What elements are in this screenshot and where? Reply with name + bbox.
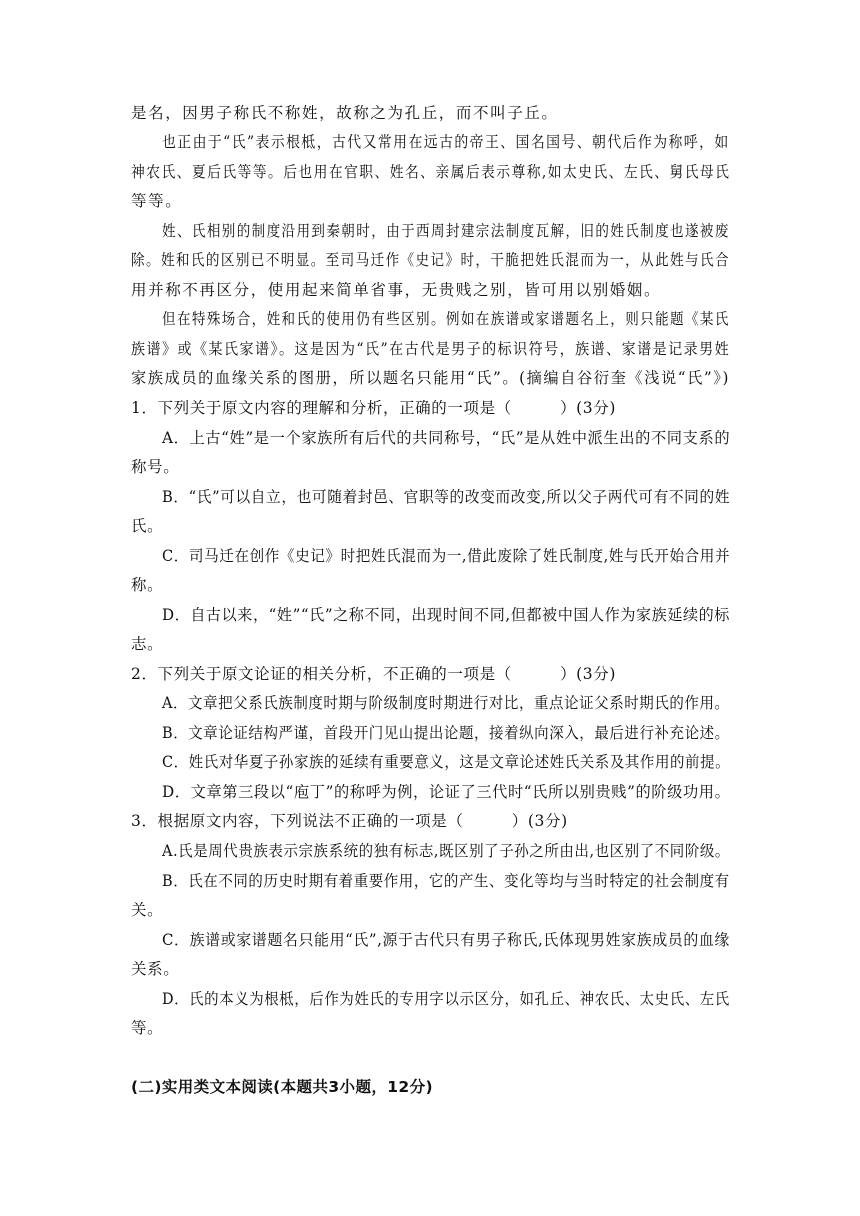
answer-option: D．自古以来，“姓”“氏”之称不同，出现时间不同,但都被中国人作为家族延续的标 bbox=[162, 606, 730, 624]
passage-line: 也正由于“氏”表示根柢，古代又常用在远古的帝王、国名国号、朝代后作为称呼，如 bbox=[162, 133, 730, 151]
answer-option: 志。 bbox=[131, 635, 164, 653]
passage-line: 家族成员的血缘关系的图册，所以题名只能用“氏”。(摘编自谷衍奎《浅说“氏”》) bbox=[131, 369, 730, 387]
passage-line: 是名，因男子称氏不称姓，故称之为孔丘，而不叫子丘。 bbox=[131, 104, 559, 122]
passage-line: 除。姓和氏的区别已不明显。至司马迁作《史记》时，干脆把姓氏混而为一，从此姓与氏合 bbox=[131, 251, 730, 269]
answer-option: 称号。 bbox=[131, 458, 180, 476]
answer-option: 氏。 bbox=[131, 517, 164, 535]
answer-option: B．文章论证结构严谨，首段开门见山提出论题，接着纵向深入，最后进行补充论述。 bbox=[162, 724, 730, 742]
passage-line: 族谱》或《某氏家谱》。这是因为“氏”在古代是男子的标识符号，族谱、家谱是记录男姓 bbox=[131, 340, 731, 358]
answer-option: C．司马迁在创作《史记》时把姓氏混而为一,借此废除了姓氏制度,姓与氏开始合用并 bbox=[162, 547, 731, 565]
answer-option: B．氏在不同的历史时期有着重要作用，它的产生、变化等均与当时特定的社会制度有 bbox=[162, 872, 730, 890]
answer-option: C．族谱或家谱题名只能用“氏”,源于古代只有男子称氏,氏体现男姓家族成员的血缘 bbox=[162, 931, 730, 949]
answer-option: D．文章第三段以“庖丁”的称呼为例，论证了三代时“氏所以别贵贱”的阶级功用。 bbox=[162, 783, 731, 801]
answer-option: A．上古“姓”是一个家族所有后代的共同称号，“氏”是从姓中派生出的不同支系的 bbox=[162, 429, 731, 447]
section-heading: (二)实用类文本阅读(本题共3小题，12分) bbox=[131, 1078, 433, 1096]
answer-option: B．“氏”可以自立，也可随着封邑、官职等的改变而改变,所以父子两代可有不同的姓 bbox=[162, 488, 731, 506]
passage-line: 用并称不再区分，使用起来简单省事，无贵贱之别，皆可用以别婚姻。 bbox=[131, 281, 662, 299]
passage-line: 但在特殊场合，姓和氏的使用仍有些区别。例如在族谱或家谱题名上，则只能题《某氏 bbox=[162, 310, 730, 328]
passage-line: 等等。 bbox=[131, 192, 183, 210]
answer-option: 等。 bbox=[131, 1019, 164, 1037]
answer-option: A.氏是周代贵族表示宗族系统的独有标志,既区别了子孙之所由出,也区别了不同阶级。 bbox=[162, 842, 730, 860]
answer-option: 关系。 bbox=[131, 960, 180, 978]
passage-line: 姓、氏相别的制度沿用到秦朝时，由于西周封建宗法制度瓦解，旧的姓氏制度也遂被废 bbox=[162, 222, 730, 240]
answer-option: 关。 bbox=[131, 901, 164, 919]
answer-option: D．氏的本义为根柢，后作为姓氏的专用字以示区分，如孔丘、神农氏、太史氏、左氏 bbox=[162, 990, 730, 1008]
passage-line: 神农氏、夏后氏等等。后也用在官职、姓名、亲属后表示尊称,如太史氏、左氏、舅氏母氏 bbox=[131, 163, 731, 181]
answer-option: 称。 bbox=[131, 576, 164, 594]
answer-option: A．文章把父系氏族制度时期与阶级制度时期进行对比，重点论证父系时期氏的作用。 bbox=[162, 694, 730, 712]
answer-option: C．姓氏对华夏子孙家族的延续有重要意义，这是文章论述姓氏关系及其作用的前提。 bbox=[162, 753, 731, 771]
question-stem: 3．根据原文内容，下列说法不正确的一项是（ ）(3分) bbox=[131, 812, 568, 830]
question-stem: 1．下列关于原文内容的理解和分析，正确的一项是（ ）(3分) bbox=[131, 399, 617, 417]
question-stem: 2．下列关于原文论证的相关分析，不正确的一项是（ ）(3分) bbox=[131, 665, 617, 683]
